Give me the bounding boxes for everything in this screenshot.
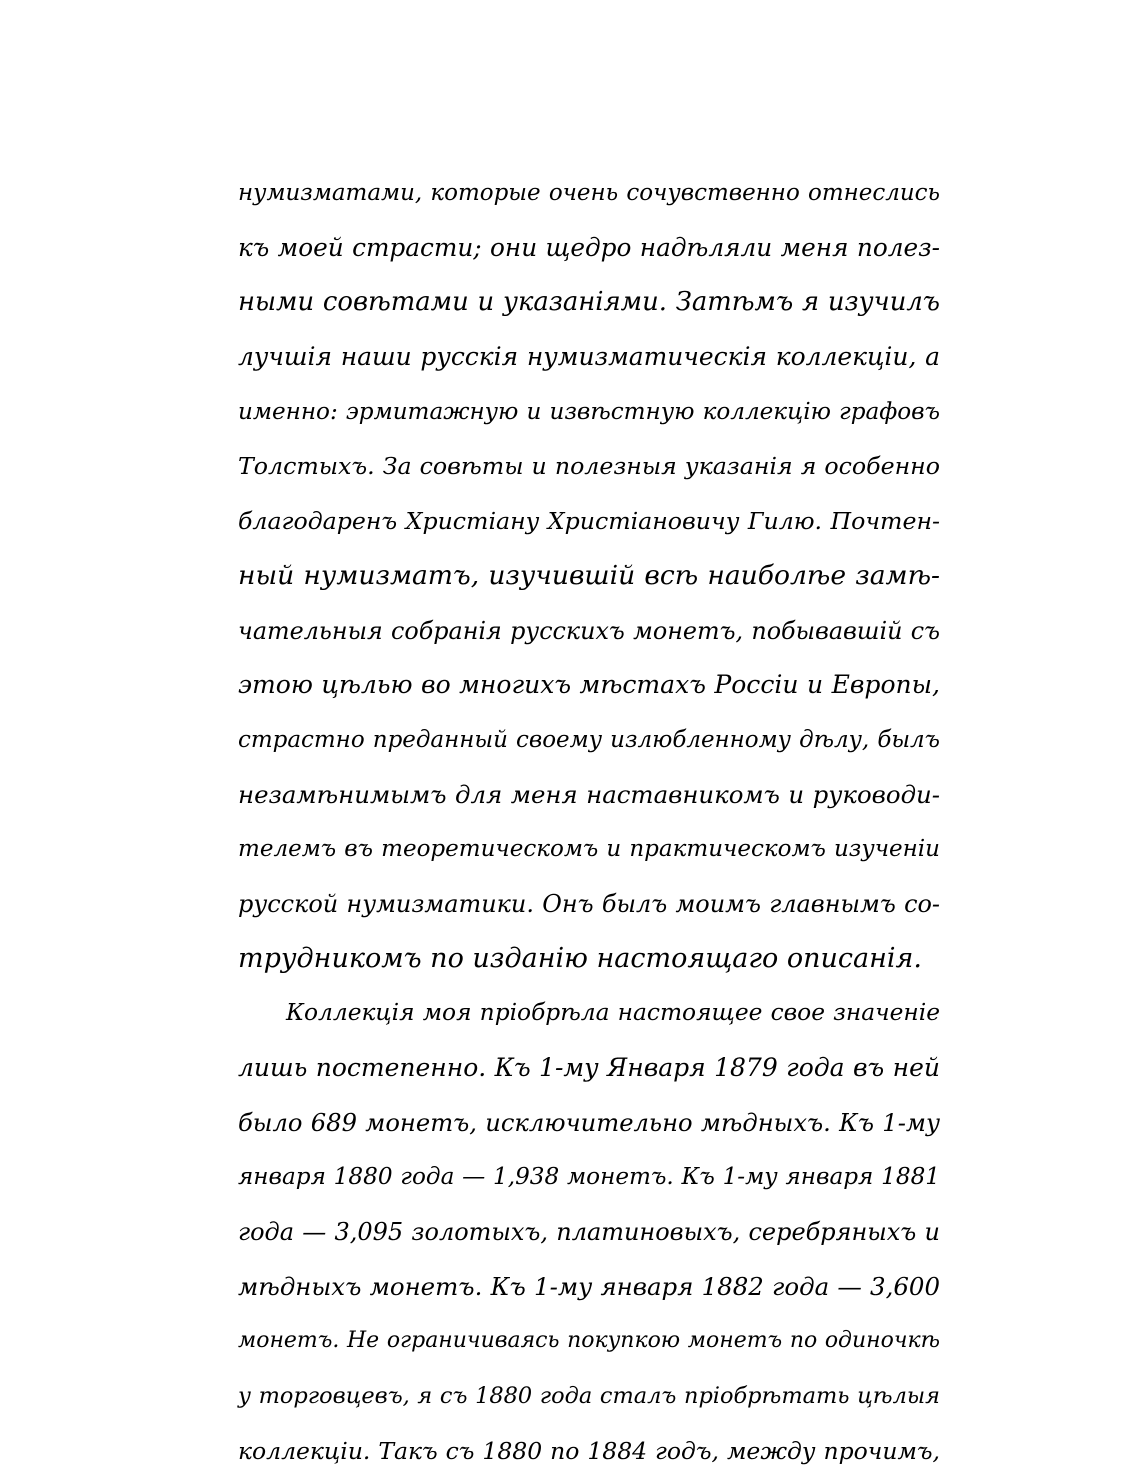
text-line: Толстыхъ. За совѣты и полезныя указанія я особенно (238, 452, 940, 481)
text-line: у торговцевъ, я съ 1880 года сталъ пріобрѣтать цѣлыя (238, 1383, 940, 1410)
paragraph-2 (238, 986, 940, 1478)
text-line: чательныя собранія русскихъ монетъ, побывавшій съ (238, 616, 940, 645)
text-line: Коллекція моя пріобрѣла настоящее свое значеніе (286, 999, 940, 1027)
text-line: было 689 монетъ, исключительно мѣдныхъ. Къ 1-му (238, 1108, 940, 1137)
text-line: мѣдныхъ монетъ. Къ 1-му января 1882 года — 3,600 (238, 1271, 940, 1301)
text-line: года — 3,095 золотыхъ, платиновыхъ, серебряныхъ и (238, 1218, 940, 1247)
body-text (238, 166, 940, 1479)
text-line: лучшія наши русскія нумизматическія коллекціи, а (238, 342, 940, 372)
text-line: трудникомъ по изданію настоящаго описанія. (238, 942, 922, 974)
text-line: нумизматами, которые очень сочувственно отнеслись (238, 180, 940, 206)
text-line: именно: эрмитажную и извѣстную коллекцію графовъ (238, 398, 940, 425)
text-line: страстно преданный своему излюбленному дѣлу, былъ (238, 726, 940, 753)
text-line: монетъ. Не ограничиваясь покупкою монетъ по одиночкѣ (238, 1328, 940, 1354)
text-line: этою цѣлью во многихъ мѣстахъ Россіи и Европы, (238, 670, 940, 700)
paragraph-1 (238, 166, 940, 986)
text-line: телемъ въ теоретическомъ и практическомъ изученіи (238, 836, 940, 863)
text-line: благодаренъ Христіану Христіановичу Гилю. Почтен- (238, 507, 940, 536)
text-line: коллекціи. Такъ съ 1880 по 1884 годъ, между прочимъ, (238, 1436, 940, 1465)
text-line: января 1880 года — 1,938 монетъ. Къ 1-му января 1881 (238, 1164, 940, 1191)
text-line: лишь постепенно. Къ 1-му Января 1879 года въ ней (238, 1053, 940, 1082)
text-line: русской нумизматики. Онъ былъ моимъ главнымъ со- (238, 889, 940, 918)
text-line: къ моей страсти; они щедро надѣляли меня полез- (238, 232, 940, 262)
text-line: ный нумизматъ, изучившій всѣ наиболѣе замѣ- (238, 559, 940, 591)
text-line: ными совѣтами и указаніями. Затѣмъ я изучилъ (238, 287, 940, 318)
text-line: незамѣнимымъ для меня наставникомъ и руководи- (238, 779, 940, 809)
